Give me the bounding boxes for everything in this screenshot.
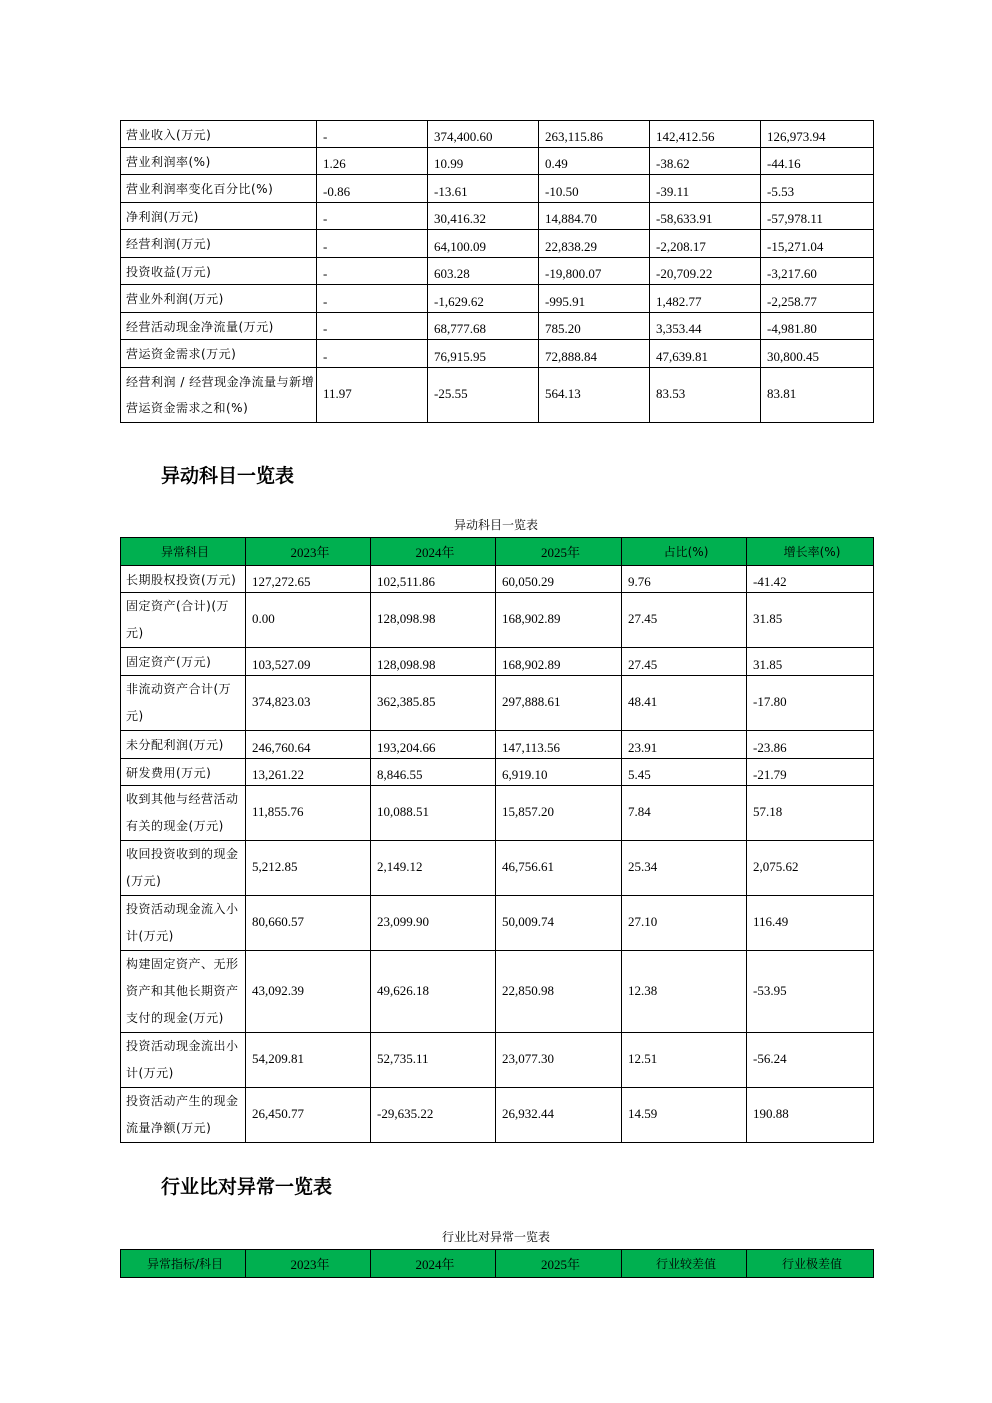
table-row — [121, 566, 874, 593]
row-label: 未分配利润(万元) — [121, 731, 246, 759]
cell-value: -19,800.07 — [539, 258, 650, 285]
cell-value: 72,888.84 — [539, 340, 650, 368]
cell-value: 23,077.30 — [496, 1033, 622, 1088]
cell-value: -25.55 — [428, 368, 539, 423]
cell-value: -29,635.22 — [371, 1088, 496, 1143]
cell-value: -0.86 — [317, 175, 428, 203]
cell-value: 1.26 — [317, 148, 428, 175]
table-row — [121, 1088, 874, 1143]
table-row — [121, 841, 874, 896]
cell-value: 46,756.61 — [496, 841, 622, 896]
cell-value: -2,258.77 — [761, 285, 874, 313]
cell-value: 3,353.44 — [650, 313, 761, 340]
cell-value: 30,800.45 — [761, 340, 874, 368]
table-row — [121, 148, 874, 175]
row-label: 营运资金需求(万元) — [121, 340, 317, 368]
column-header: 增长率(%) — [747, 538, 874, 566]
table-caption-anomaly-items: 异动科目一览表 — [453, 518, 538, 532]
cell-value: 15,857.20 — [496, 786, 622, 841]
cell-value: 23,099.90 — [371, 896, 496, 951]
row-label: 投资活动产生的现金流量净额(万元) — [121, 1088, 246, 1143]
cell-value: 142,412.56 — [650, 121, 761, 148]
cell-value: - — [317, 121, 428, 148]
cell-value: 52,735.11 — [371, 1033, 496, 1088]
column-header: 异常科目 — [121, 538, 246, 566]
cell-value: 47,639.81 — [650, 340, 761, 368]
cell-value: 76,915.95 — [428, 340, 539, 368]
cell-value: 57.18 — [747, 786, 874, 841]
column-header: 行业极差值 — [747, 1250, 874, 1278]
table-row — [121, 593, 874, 648]
cell-value: 83.53 — [650, 368, 761, 423]
cell-value: -58,633.91 — [650, 203, 761, 230]
row-label: 固定资产(合计)(万元) — [121, 593, 246, 648]
column-header: 2025年 — [496, 1250, 622, 1278]
cell-value: 22,850.98 — [496, 951, 622, 1033]
cell-value: 128,098.98 — [371, 593, 496, 648]
table-row — [121, 258, 874, 285]
table-row — [121, 368, 874, 423]
cell-value: 5,212.85 — [246, 841, 371, 896]
cell-value: 14.59 — [622, 1088, 747, 1143]
cell-value: 48.41 — [622, 676, 747, 731]
row-label: 构建固定资产、无形资产和其他长期资产支付的现金(万元) — [121, 951, 246, 1033]
cell-value: 8,846.55 — [371, 759, 496, 786]
cell-value: 0.49 — [539, 148, 650, 175]
table-row — [121, 759, 874, 786]
cell-value: 25.34 — [622, 841, 747, 896]
cell-value: 2,075.62 — [747, 841, 874, 896]
cell-value: -20,709.22 — [650, 258, 761, 285]
table-row — [121, 648, 874, 676]
table-row — [121, 313, 874, 340]
industry-comparison-table — [120, 1249, 874, 1278]
cell-value: -38.62 — [650, 148, 761, 175]
row-label: 经营利润 / 经营现金净流量与新增营运资金需求之和(%) — [121, 368, 317, 423]
cell-value: 23.91 — [622, 731, 747, 759]
cell-value: 127,272.65 — [246, 566, 371, 593]
row-label: 投资收益(万元) — [121, 258, 317, 285]
cell-value: -57,978.11 — [761, 203, 874, 230]
row-label: 投资活动现金流出小计(万元) — [121, 1033, 246, 1088]
cell-value: 374,400.60 — [428, 121, 539, 148]
column-header: 2024年 — [371, 1250, 496, 1278]
table-row — [121, 230, 874, 258]
row-label: 净利润(万元) — [121, 203, 317, 230]
cell-value: 31.85 — [747, 593, 874, 648]
cell-value: - — [317, 313, 428, 340]
cell-value: 168,902.89 — [496, 593, 622, 648]
column-header: 异常指标/科目 — [121, 1250, 246, 1278]
table-row — [121, 731, 874, 759]
cell-value: -53.95 — [747, 951, 874, 1033]
row-label: 营业利润率(%) — [121, 148, 317, 175]
cell-value: -44.16 — [761, 148, 874, 175]
table-row — [121, 121, 874, 148]
row-label: 经营活动现金净流量(万元) — [121, 313, 317, 340]
row-label: 固定资产(万元) — [121, 648, 246, 676]
cell-value: 27.10 — [622, 896, 747, 951]
table-row — [121, 896, 874, 951]
cell-value: 2,149.12 — [371, 841, 496, 896]
row-label: 研发费用(万元) — [121, 759, 246, 786]
cell-value: -2,208.17 — [650, 230, 761, 258]
cell-value: 564.13 — [539, 368, 650, 423]
table-row — [121, 786, 874, 841]
cell-value: -10.50 — [539, 175, 650, 203]
cell-value: 147,113.56 — [496, 731, 622, 759]
cell-value: 603.28 — [428, 258, 539, 285]
cell-value: 50,009.74 — [496, 896, 622, 951]
cell-value: 22,838.29 — [539, 230, 650, 258]
cell-value: 10.99 — [428, 148, 539, 175]
column-header: 2023年 — [246, 538, 371, 566]
row-label: 收回投资收到的现金(万元) — [121, 841, 246, 896]
row-label: 营业外利润(万元) — [121, 285, 317, 313]
cell-value: 14,884.70 — [539, 203, 650, 230]
cell-value: -13.61 — [428, 175, 539, 203]
table-row — [121, 285, 874, 313]
cell-value: 43,092.39 — [246, 951, 371, 1033]
table-caption-industry-comparison: 行业比对异常一览表 — [441, 1230, 550, 1244]
cell-value: 12.51 — [622, 1033, 747, 1088]
cell-value: 11.97 — [317, 368, 428, 423]
cell-value: 126,973.94 — [761, 121, 874, 148]
cell-value: 83.81 — [761, 368, 874, 423]
cell-value: 30,416.32 — [428, 203, 539, 230]
cell-value: 102,511.86 — [371, 566, 496, 593]
cell-value: 68,777.68 — [428, 313, 539, 340]
row-label: 非流动资产合计(万元) — [121, 676, 246, 731]
cell-value: -56.24 — [747, 1033, 874, 1088]
column-header: 占比(%) — [622, 538, 747, 566]
cell-value: 0.00 — [246, 593, 371, 648]
cell-value: 5.45 — [622, 759, 747, 786]
cell-value: - — [317, 203, 428, 230]
cell-value: - — [317, 285, 428, 313]
cell-value: 9.76 — [622, 566, 747, 593]
cell-value: 128,098.98 — [371, 648, 496, 676]
cell-value: - — [317, 258, 428, 285]
cell-value: -5.53 — [761, 175, 874, 203]
cell-value: 374,823.03 — [246, 676, 371, 731]
cell-value: -23.86 — [747, 731, 874, 759]
cell-value: -995.91 — [539, 285, 650, 313]
column-header: 2023年 — [246, 1250, 371, 1278]
anomaly-items-table — [120, 537, 874, 1143]
cell-value: - — [317, 340, 428, 368]
cell-value: 190.88 — [747, 1088, 874, 1143]
cell-value: 103,527.09 — [246, 648, 371, 676]
row-label: 长期股权投资(万元) — [121, 566, 246, 593]
row-label: 经营利润(万元) — [121, 230, 317, 258]
cell-value: -21.79 — [747, 759, 874, 786]
table-row — [121, 1033, 874, 1088]
table-row — [121, 676, 874, 731]
table-row — [121, 175, 874, 203]
cell-value: 26,450.77 — [246, 1088, 371, 1143]
cell-value: 27.45 — [622, 648, 747, 676]
cell-value: 246,760.64 — [246, 731, 371, 759]
row-label: 营业收入(万元) — [121, 121, 317, 148]
cell-value: 27.45 — [622, 593, 747, 648]
cell-value: 168,902.89 — [496, 648, 622, 676]
section-heading-industry-comparison: 行业比对异常一览表 — [161, 1176, 333, 1198]
row-label: 投资活动现金流入小计(万元) — [121, 896, 246, 951]
financial-metrics-table — [120, 120, 874, 423]
cell-value: 49,626.18 — [371, 951, 496, 1033]
cell-value: - — [317, 230, 428, 258]
cell-value: 64,100.09 — [428, 230, 539, 258]
cell-value: 10,088.51 — [371, 786, 496, 841]
cell-value: 80,660.57 — [246, 896, 371, 951]
cell-value: 12.38 — [622, 951, 747, 1033]
cell-value: -15,271.04 — [761, 230, 874, 258]
cell-value: -41.42 — [747, 566, 874, 593]
cell-value: 60,050.29 — [496, 566, 622, 593]
cell-value: -17.80 — [747, 676, 874, 731]
cell-value: 297,888.61 — [496, 676, 622, 731]
table-row — [121, 951, 874, 1033]
row-label: 营业利润率变化百分比(%) — [121, 175, 317, 203]
column-header: 2025年 — [496, 538, 622, 566]
cell-value: -3,217.60 — [761, 258, 874, 285]
cell-value: 11,855.76 — [246, 786, 371, 841]
cell-value: 31.85 — [747, 648, 874, 676]
cell-value: 785.20 — [539, 313, 650, 340]
cell-value: -1,629.62 — [428, 285, 539, 313]
cell-value: 193,204.66 — [371, 731, 496, 759]
cell-value: 1,482.77 — [650, 285, 761, 313]
cell-value: 116.49 — [747, 896, 874, 951]
cell-value: 6,919.10 — [496, 759, 622, 786]
cell-value: 13,261.22 — [246, 759, 371, 786]
cell-value: 263,115.86 — [539, 121, 650, 148]
cell-value: 26,932.44 — [496, 1088, 622, 1143]
cell-value: 54,209.81 — [246, 1033, 371, 1088]
cell-value: -39.11 — [650, 175, 761, 203]
cell-value: 7.84 — [622, 786, 747, 841]
table-row — [121, 340, 874, 368]
row-label: 收到其他与经营活动有关的现金(万元) — [121, 786, 246, 841]
cell-value: -4,981.80 — [761, 313, 874, 340]
column-header: 2024年 — [371, 538, 496, 566]
column-header: 行业较差值 — [622, 1250, 747, 1278]
section-heading-anomaly-items: 异动科目一览表 — [161, 465, 295, 487]
cell-value: 362,385.85 — [371, 676, 496, 731]
table-row — [121, 203, 874, 230]
